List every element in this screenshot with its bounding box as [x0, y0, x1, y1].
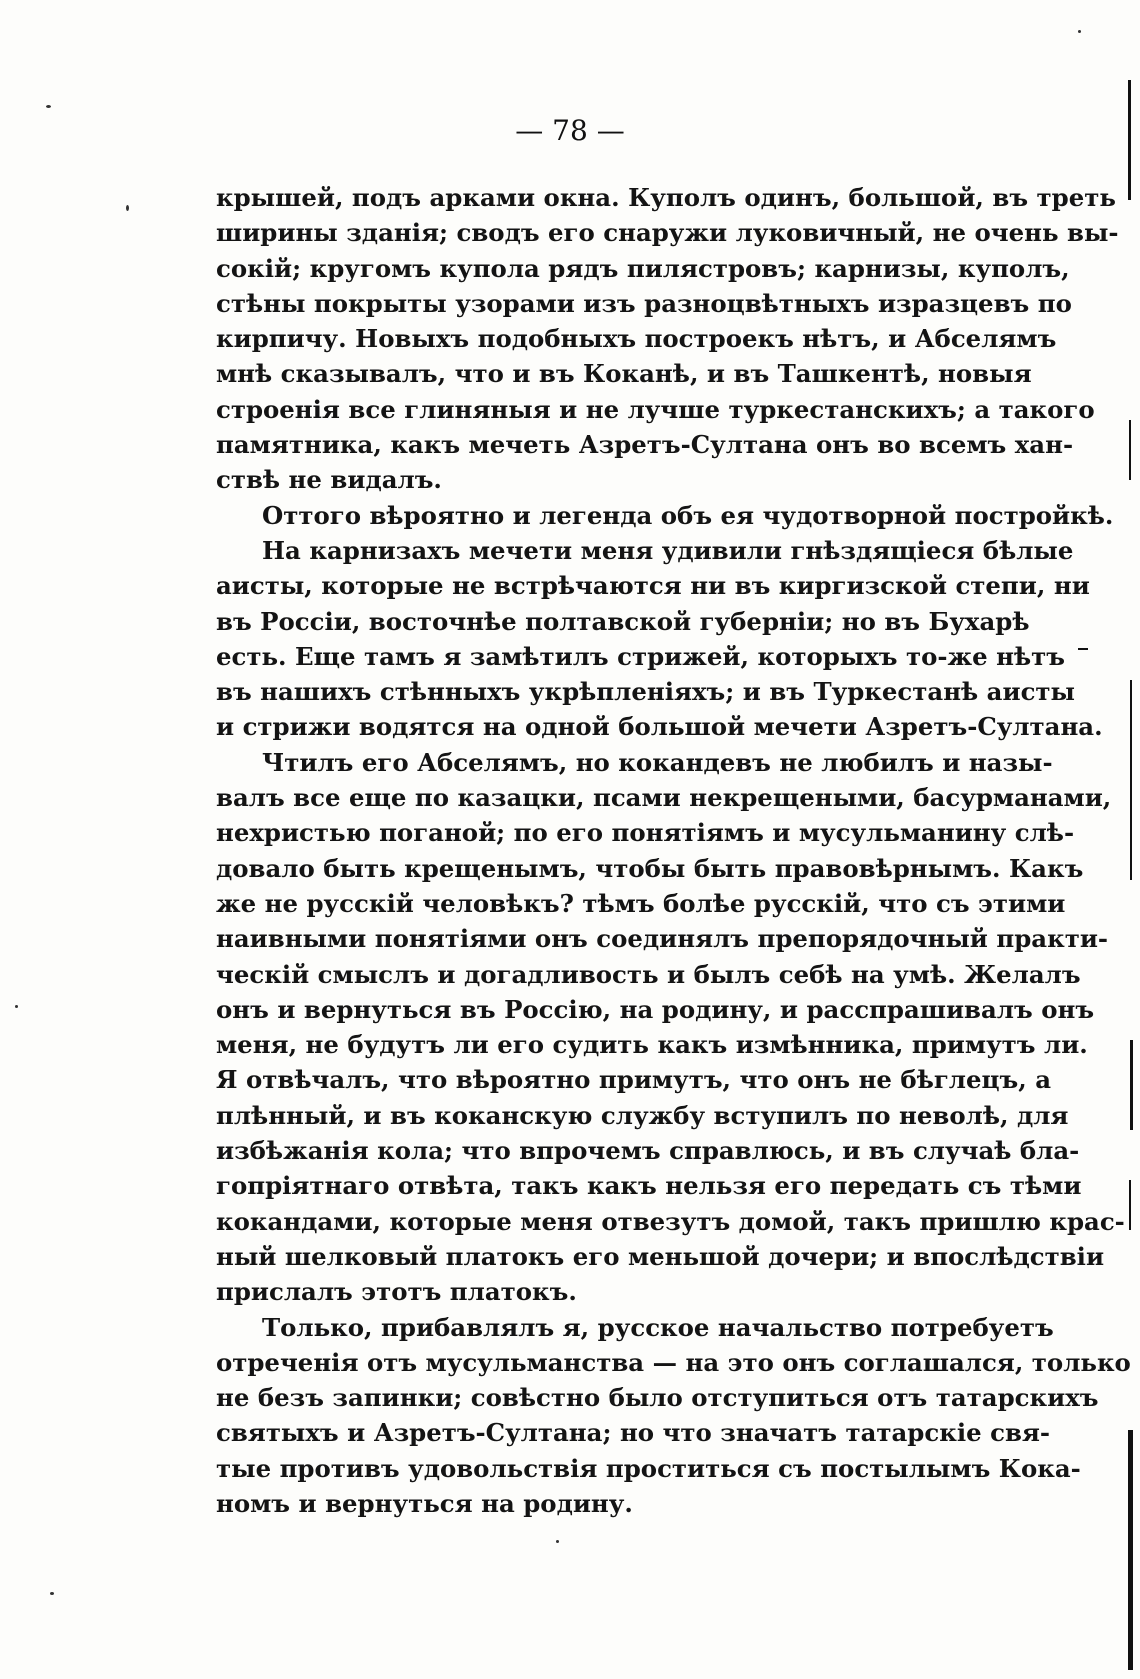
text-line: и стрижи водятся на одной большой мечети Азретъ-Султана.: [216, 712, 1103, 742]
body-text: [216, 180, 1131, 1521]
text-line: тые противъ удовольствія проститься съ постылымъ Кока-: [216, 1453, 1081, 1483]
text-line: сокій; кругомъ купола рядъ пилястровъ; карнизы, куполъ,: [216, 253, 1070, 283]
text-line: святыхъ и Азретъ-Султана; но что значатъ татарскіе свя-: [216, 1418, 1051, 1448]
text-line: нехристью поганой; по его понятіямъ и мусульманину слѣ-: [216, 818, 1075, 848]
text-line: не безъ запинки; совѣстно было отступиться отъ татарскихъ: [216, 1383, 1099, 1413]
text-line: кирпичу. Новыхъ подобныхъ построекъ нѣтъ, и Абселямъ: [216, 324, 1057, 354]
text-line: меня, не будутъ ли его судить какъ измѣнника, примутъ ли.: [216, 1030, 1088, 1060]
text-line: онъ и вернуться въ Россію, на родину, и расспрашивалъ онъ: [216, 994, 1095, 1024]
paragraph: [216, 498, 1114, 533]
scan-edge-mark: [1130, 1040, 1133, 1130]
scan-speck: [50, 1592, 54, 1595]
text-line: валъ все еще по казацки, псами некрещеными, басурманами,: [216, 783, 1112, 813]
text-line: номъ и вернуться на родину.: [216, 1488, 633, 1518]
scan-edge-mark: [1129, 1180, 1131, 1230]
text-line: Только, прибавлялъ я, русское начальство потребуетъ: [262, 1312, 1054, 1342]
text-line: Я отвѣчалъ, что вѣроятно примутъ, что онъ не бѣглецъ, а: [216, 1065, 1052, 1095]
scan-edge-mark: [1128, 1430, 1133, 1670]
scan-speck: [46, 105, 51, 108]
text-line: крышей, подъ арками окна. Куполъ одинъ, большой, въ треть: [216, 183, 1116, 212]
text-line: отреченія отъ мусульманства — на это онъ соглашался, только: [216, 1347, 1131, 1377]
text-line: избѣжанія кола; что впрочемъ справлюсь, и въ случаѣ бла-: [216, 1136, 1080, 1166]
text-line: плѣнный, и въ коканскую службу вступилъ по неволѣ, для: [216, 1100, 1069, 1130]
text-line: памятника, какъ мечеть Азретъ-Султана онъ во всемъ хан-: [216, 430, 1074, 460]
scan-speck: [1078, 30, 1081, 33]
text-line: есть. Еще тамъ я замѣтилъ стрижей, которыхъ то-же нѣтъ: [216, 641, 1065, 671]
scan-speck: [15, 1005, 18, 1008]
text-line: прислалъ этотъ платокъ.: [216, 1277, 577, 1307]
text-line: Чтилъ его Абселямъ, но кокандевъ не любилъ и назы-: [262, 747, 1053, 777]
text-line: мнѣ сказывалъ, что и въ Коканѣ, и въ Ташкентѣ, новыя: [216, 359, 1032, 389]
text-line: наивными понятіями онъ соединялъ препорядочный практи-: [216, 924, 1109, 954]
text-line: Оттого вѣроятно и легенда объ ея чудотворной постройкѣ.: [262, 500, 1114, 530]
scan-edge-mark: [1130, 680, 1132, 880]
text-line: въ нашихъ стѣнныхъ укрѣпленіяхъ; и въ Туркестанѣ аисты: [216, 677, 1075, 707]
text-line: кокандами, которые меня отвезутъ домой, такъ пришлю крас-: [216, 1206, 1125, 1236]
text-line: строенія все глиняныя и не лучше туркестанскихъ; а такого: [216, 394, 1095, 424]
text-line: ширины зданія; сводъ его снаружи луковичный, не очень вы-: [216, 218, 1119, 248]
text-line: ческій смыслъ и догадливость и былъ себѣ на умѣ. Желалъ: [216, 959, 1081, 989]
text-line: стѣны покрыты узорами изъ разноцвѣтныхъ изразцевъ по: [216, 288, 1072, 318]
text-line: же не русскій человѣкъ? тѣмъ болѣе русскій, что съ этими: [216, 888, 1066, 918]
scan-speck: [126, 205, 129, 211]
text-line: ный шелковый платокъ его меньшой дочери; и впослѣдствіи: [216, 1241, 1105, 1271]
text-line: ствѣ не видалъ.: [216, 465, 442, 495]
text-line: На карнизахъ мечети меня удивили гнѣздящіеся бѣлые: [262, 535, 1074, 565]
paragraph: [216, 533, 1103, 745]
text-line: въ Россіи, восточнѣе полтавской губерніи; но въ Бухарѣ: [216, 606, 1030, 636]
text-line: аисты, которые не встрѣчаются ни въ киргизской степи, ни: [216, 571, 1090, 601]
page-number: — 78 —: [515, 114, 625, 147]
scan-edge-mark: [1078, 648, 1088, 650]
text-line: довало быть крещенымъ, чтобы быть правовѣрнымъ. Какъ: [216, 853, 1084, 883]
paragraph: [216, 1310, 1131, 1522]
scan-edge-mark: [1128, 80, 1131, 200]
scan-speck: [556, 1540, 559, 1543]
paragraph: [216, 180, 1119, 498]
paragraph: [216, 745, 1125, 1310]
text-line: гопріятнаго отвѣта, такъ какъ нельзя его передать съ тѣми: [216, 1171, 1082, 1201]
scan-edge-mark: [1129, 420, 1131, 480]
